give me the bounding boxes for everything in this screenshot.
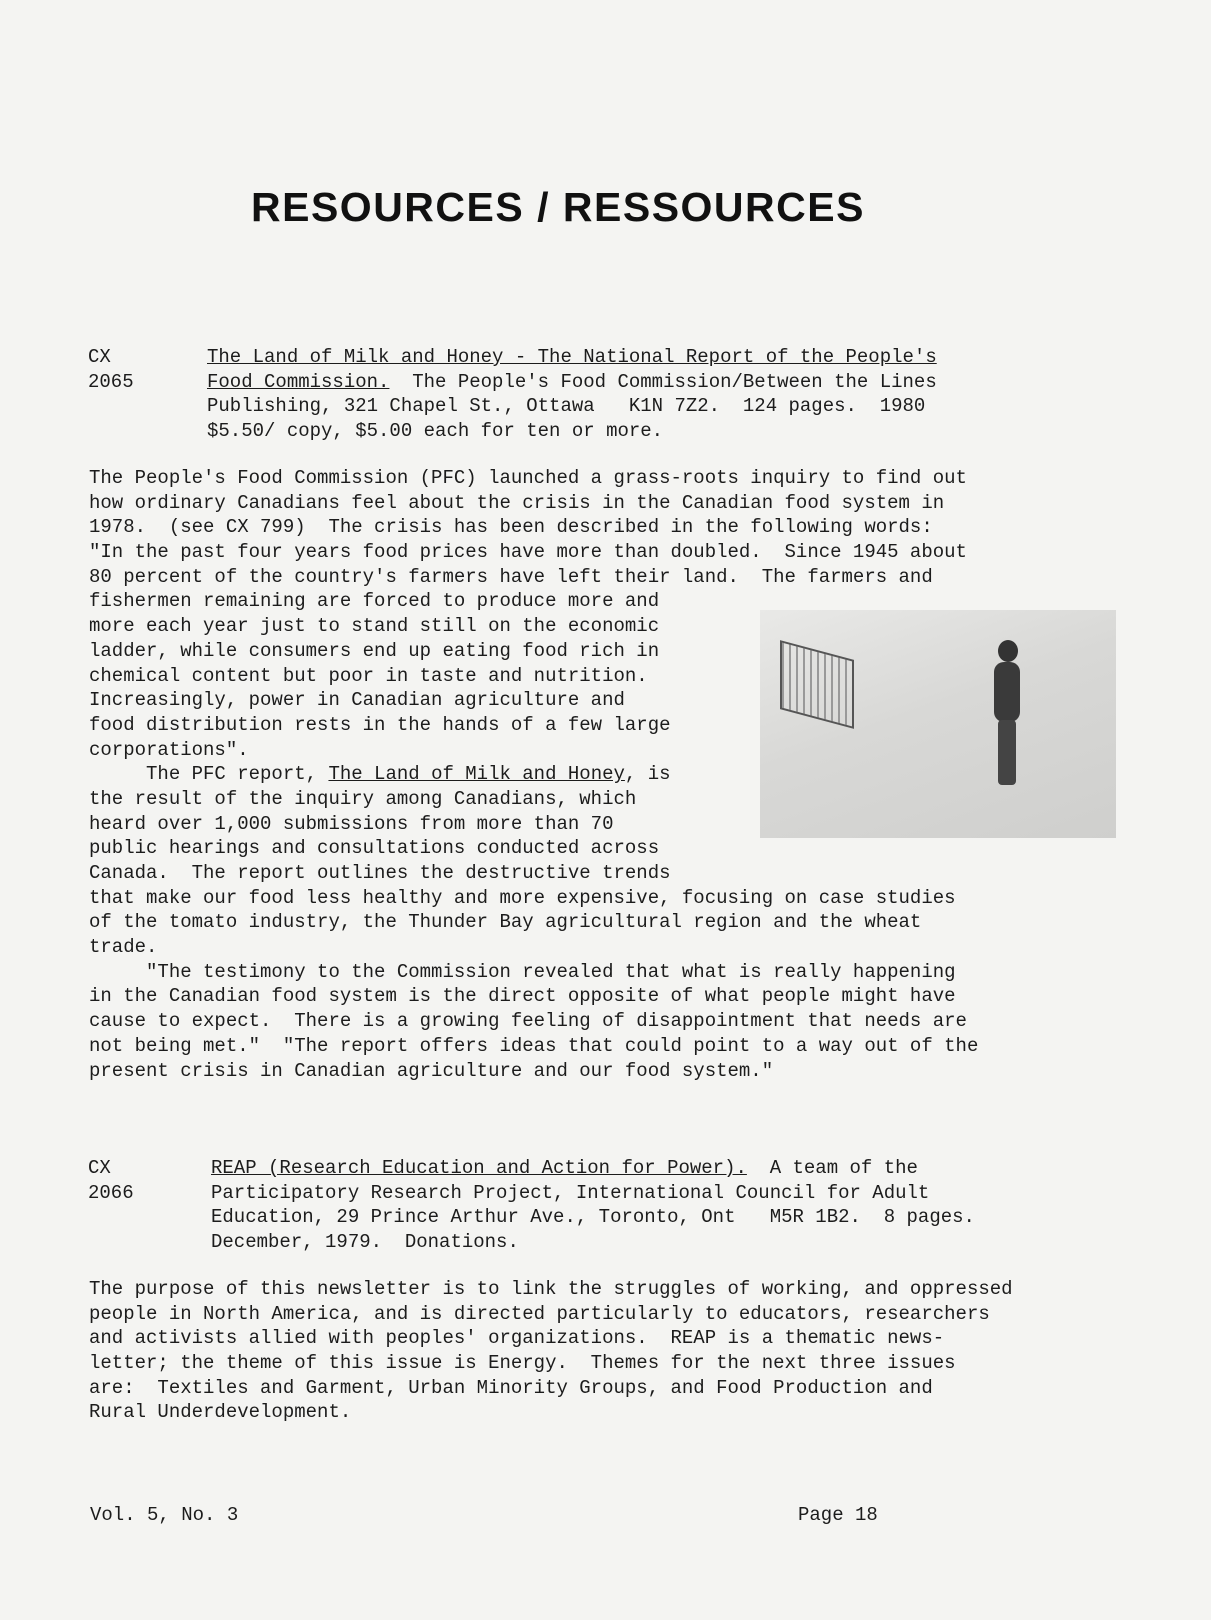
text-line — [211, 1181, 975, 1206]
text-line — [89, 960, 1089, 985]
text-line — [89, 836, 1089, 861]
text-segment: food distribution rests in the hands of a few large — [89, 713, 671, 736]
text-segment: Publishing, 321 Chapel St., Ottawa K1N 7Z2. 124 pages. 1980 — [207, 395, 926, 418]
text-line — [211, 1205, 975, 1230]
text-segment: , is — [624, 763, 671, 786]
text-segment: cause to expect. There is a growing feeling of disappointment that needs are — [89, 1010, 967, 1033]
page-number: Page 18 — [798, 1504, 878, 1526]
text-segment: December, 1979. Donations. — [211, 1231, 519, 1254]
volume-number: Vol. 5, No. 3 — [90, 1504, 239, 1526]
text-segment: present crisis in Canadian agriculture and our food system." — [89, 1059, 774, 1082]
text-segment: The PFC report, — [89, 763, 329, 786]
text-line — [89, 1059, 1089, 1084]
entry-code — [88, 1156, 134, 1205]
text-segment: Education, 29 Prince Arthur Ave., Toronto, Ont M5R 1B2. 8 pages. — [211, 1206, 975, 1229]
text-segment: Rural Underdevelopment. — [89, 1401, 352, 1424]
text-segment: Participatory Research Project, International Council for Adult — [211, 1181, 930, 1204]
text-line — [89, 466, 1089, 491]
text-segment: how ordinary Canadians feel about the crisis in the Canadian food system in — [89, 491, 945, 514]
code-number: 2065 — [88, 370, 134, 393]
text-segment: of the tomato industry, the Thunder Bay agricultural region and the wheat — [89, 911, 922, 934]
text-line — [89, 1302, 1189, 1327]
text-line — [89, 565, 1089, 590]
text-segment: public hearings and consultations conducted across — [89, 837, 660, 860]
text-segment: "The testimony to the Commission revealed that what is really happening — [89, 960, 956, 983]
text-line — [89, 984, 1089, 1009]
entry-citation — [207, 345, 937, 444]
page-title: RESOURCES / RESSOURCES — [251, 184, 865, 230]
text-line — [89, 1376, 1189, 1401]
text-line — [89, 540, 1089, 565]
photo-child-on-beach — [760, 610, 1116, 838]
code-prefix: CX — [88, 346, 111, 368]
underlined-title: REAP (Research Education and Action for Power). — [211, 1157, 747, 1179]
text-segment: people in North America, and is directed particularly to educators, researchers — [89, 1302, 990, 1325]
text-segment: the result of the inquiry among Canadians, which — [89, 787, 637, 810]
underlined-title: The Land of Milk and Honey — [328, 763, 625, 786]
text-line — [89, 1351, 1189, 1376]
underlined-title: The Land of Milk and Honey - The National Report of the People's — [207, 346, 937, 368]
text-segment: not being met." "The report offers ideas that could point to a way out of the — [89, 1034, 979, 1057]
text-segment: The purpose of this newsletter is to link the struggles of working, and oppressed — [89, 1278, 1013, 1300]
text-line — [207, 394, 937, 419]
text-line — [89, 1326, 1189, 1351]
code-number: 2066 — [88, 1181, 134, 1204]
text-segment: "In the past four years food prices have more than doubled. Since 1945 about — [89, 541, 967, 564]
text-line — [89, 910, 1089, 935]
text-line — [89, 886, 1089, 911]
text-line — [207, 419, 937, 444]
text-line — [89, 935, 1089, 960]
text-segment: The People's Food Commission/Between the Lines — [389, 370, 937, 393]
code-prefix: CX — [88, 1157, 111, 1179]
text-segment: letter; the theme of this issue is Energy. Themes for the next three issues — [89, 1352, 956, 1375]
text-segment: in the Canadian food system is the direct opposite of what people might have — [89, 985, 956, 1008]
child-figure — [992, 640, 1022, 790]
text-line — [89, 515, 1089, 540]
text-segment: chemical content but poor in taste and nutrition. — [89, 664, 648, 687]
text-line — [211, 1156, 975, 1181]
text-segment: fishermen remaining are forced to produce more and — [89, 590, 660, 613]
text-segment: heard over 1,000 submissions from more than 70 — [89, 812, 614, 835]
text-line — [89, 1009, 1089, 1034]
text-segment: The People's Food Commission (PFC) launched a grass-roots inquiry to find out — [89, 467, 967, 489]
text-line — [89, 861, 1089, 886]
text-segment: Increasingly, power in Canadian agriculture and — [89, 689, 625, 712]
text-line — [207, 345, 937, 370]
text-segment: ladder, while consumers end up eating food rich in — [89, 639, 660, 662]
entry-code — [88, 345, 134, 394]
text-segment: A team of the — [746, 1157, 918, 1179]
text-segment: more each year just to stand still on the economic — [89, 615, 660, 638]
text-segment: trade. — [89, 936, 158, 959]
text-segment: 80 percent of the country's farmers have left their land. The farmers and — [89, 565, 933, 588]
underlined-title: Food Commission. — [207, 370, 390, 393]
entry-citation — [211, 1156, 975, 1255]
text-line — [211, 1230, 975, 1255]
text-segment: are: Textiles and Garment, Urban Minority Groups, and Food Production and — [89, 1376, 933, 1399]
entry-description — [89, 1277, 1189, 1425]
text-line — [89, 1034, 1089, 1059]
text-segment: that make our food less healthy and more expensive, focusing on case studies — [89, 886, 956, 909]
text-segment: $5.50/ copy, $5.00 each for ten or more. — [207, 420, 664, 443]
text-segment: corporations". — [89, 738, 249, 761]
text-segment: 1978. (see CX 799) The crisis has been described in the following words: — [89, 516, 933, 539]
text-segment: and activists allied with peoples' organizations. REAP is a thematic news- — [89, 1327, 945, 1350]
text-line — [207, 370, 937, 395]
text-line — [89, 1277, 1189, 1302]
text-line — [89, 491, 1089, 516]
cart-figure — [780, 640, 854, 729]
text-segment: Canada. The report outlines the destructive trends — [89, 862, 671, 884]
text-line — [89, 1400, 1189, 1425]
